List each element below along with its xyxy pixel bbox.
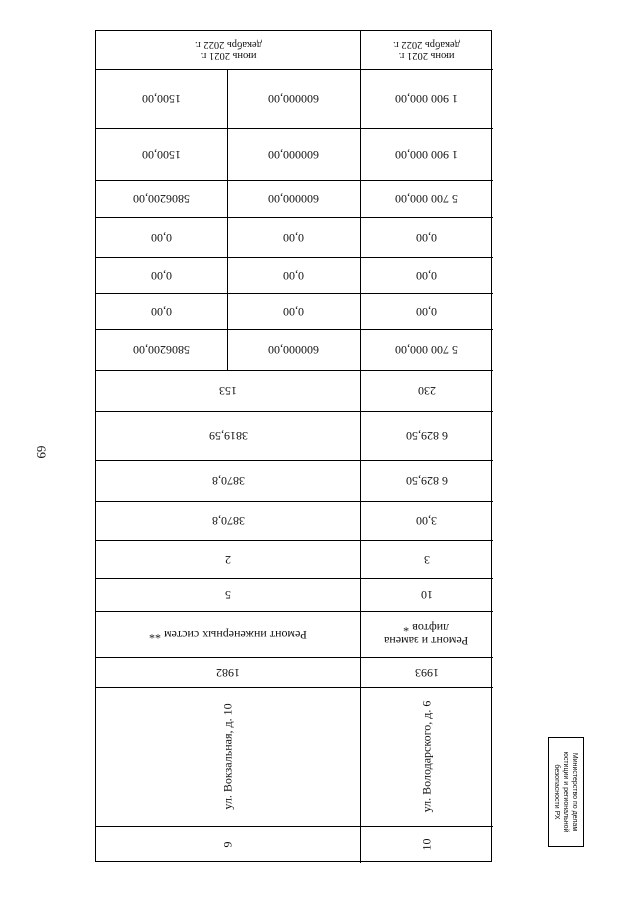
stamp-line-3: безопасности РХ <box>553 764 561 820</box>
row10-amount-a: 1 900 000,00 <box>395 92 458 106</box>
row9-amount-f2: 0,00 <box>283 304 304 319</box>
row10-amount-e: 0,00 <box>416 268 437 283</box>
row9-col10: 153 <box>219 384 237 398</box>
row10-amount-g: 5 700 000,00 <box>395 343 458 357</box>
row9-col8: 3870,8 <box>211 474 245 488</box>
row9-col9: 3819,59 <box>208 429 248 443</box>
row9-col7: 3870,8 <box>211 514 245 528</box>
registration-stamp <box>548 737 584 847</box>
row9-amount-e1: 0,00 <box>151 268 172 283</box>
row10-col10: 230 <box>417 384 436 398</box>
row9-amount-c1: 5806200,00 <box>133 192 190 206</box>
row9-amount-g2: 600000,00 <box>268 343 319 357</box>
row9-amount-c2: 600000,00 <box>268 192 319 206</box>
page-number: 69 <box>34 445 49 459</box>
row10-number: 10 <box>419 838 433 851</box>
row9-col5: 5 <box>225 588 231 602</box>
row9-amount-b2: 600000,00 <box>268 147 319 162</box>
row9-amount-f1: 0,00 <box>151 304 172 319</box>
row10-amount-d: 0,00 <box>416 230 437 245</box>
row9-year: 1982 <box>216 665 240 680</box>
row10-address: ул. Володарского, д. 6 <box>419 700 433 813</box>
row9-amount-a2: 600000,00 <box>268 92 319 106</box>
row10-amount-f: 0,00 <box>416 304 437 319</box>
program-table <box>95 30 492 862</box>
row10-col9: 6 829,50 <box>405 429 448 443</box>
row9-col6: 2 <box>225 552 231 567</box>
row10-col8: 6 829,50 <box>405 474 448 488</box>
row10-col5: 10 <box>420 588 433 602</box>
row10-period: июнь 2021 г. декабрь 2022 г. <box>393 39 460 61</box>
row9-work-type: Ремонт инженерных систем ** <box>149 627 307 642</box>
row9-amount-g1: 5806200,00 <box>133 343 190 357</box>
stamp-text <box>549 739 583 845</box>
row9-amount-b1: 1500,00 <box>142 147 181 162</box>
row9-address: ул. Вокзальная, д. 10 <box>220 703 235 810</box>
row9-period: июнь 2021 г. декабрь 2022 г. <box>194 39 262 61</box>
row10-amount-c: 5 700 000,00 <box>395 192 458 206</box>
row9-amount-d2: 0,00 <box>283 230 304 245</box>
row10-col7: 3,00 <box>416 514 437 528</box>
row9-amount-d1: 0,00 <box>151 230 172 245</box>
row9-number: 9 <box>220 841 235 848</box>
stamp-line-1: Министерство по делам <box>571 752 579 832</box>
row10-amount-b: 1 900 000,00 <box>395 147 458 162</box>
row9-amount-e2: 0,00 <box>283 268 304 283</box>
row9-amount-a1: 1500,00 <box>142 92 181 106</box>
row10-col6: 3 <box>423 552 430 567</box>
row10-work-type: Ремонт и замена лифтов * <box>384 621 469 648</box>
stamp-line-2: юстиции и региональной <box>562 751 570 833</box>
row10-year: 1993 <box>414 665 439 680</box>
